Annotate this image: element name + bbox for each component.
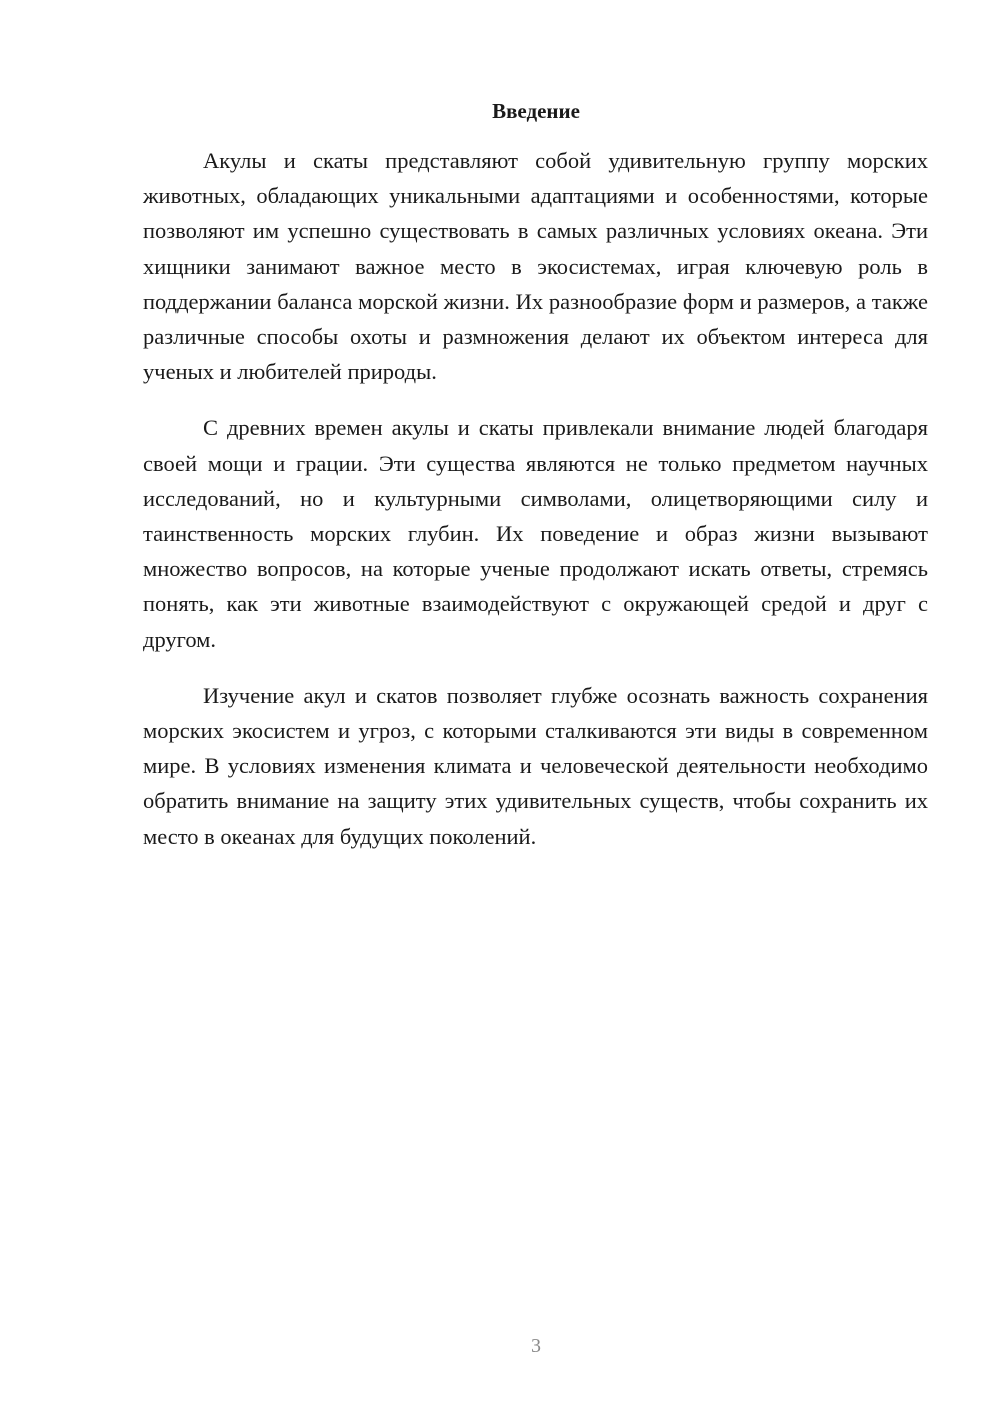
body-text: [143, 143, 928, 875]
page-number: 3: [531, 1335, 541, 1357]
paragraph: Акулы и скаты представляют собой удивительную группу морских животных, обладающих уникальными адаптациями и особенностями, которые позволяют им успешно существовать в самых различных условиях океана. Эти хищники занимают важное место в экосистемах, играя ключевую роль в поддержании баланса морской жизни. Их разнообразие форм и размеров, а также различные способы охоты и размножения делают их объектом интереса для ученых и любителей природы.: [143, 148, 928, 385]
section-heading: Введение: [492, 99, 580, 123]
paragraph: Изучение акул и скатов позволяет глубже осознать важность сохранения морских экосистем и угроз, с которыми сталкиваются эти виды в современном мире. В условиях изменения климата и человеческой деятельности необходимо обратить внимание на защиту этих удивительных существ, чтобы сохранить их место в океанах для будущих поколений.: [143, 682, 928, 849]
paragraph: С древних времен акулы и скаты привлекали внимание людей благодаря своей мощи и грации. Эти существа являются не только предметом научных исследований, но и культурными символами, олицетворяющими силу и таинственность морских глубин. Их поведение и образ жизни вызывают множество вопросов, на которые ученые продолжают искать ответы, стремясь понять, как эти животные взаимодействуют с окружающей средой и друг с другом.: [143, 415, 928, 652]
